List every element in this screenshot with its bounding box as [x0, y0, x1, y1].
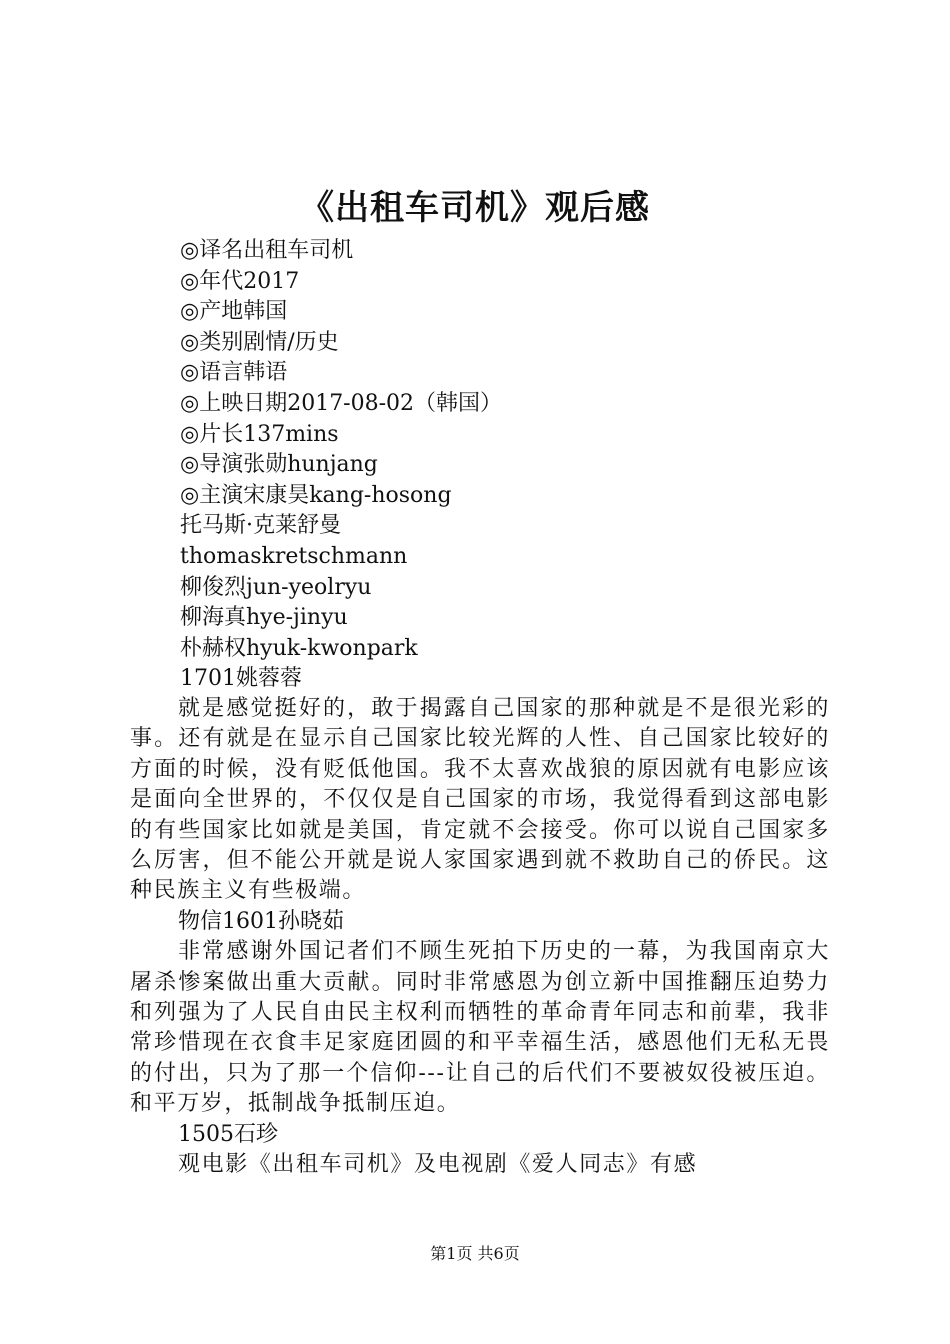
body-text — [130, 694, 830, 1181]
info-line: ◎上映日期2017-08-02（韩国） — [180, 390, 503, 416]
info-line: 朴赫权hyuk-kwonpark — [180, 635, 418, 661]
author-line: 1701姚蓉蓉 — [180, 666, 302, 692]
info-line: ◎类别剧情/历史 — [180, 329, 339, 355]
info-line: 托马斯·克莱舒曼 — [180, 513, 341, 539]
info-line: ◎导演张勋hunjang — [180, 452, 378, 478]
info-line: 柳俊烈jun-yeolryu — [180, 574, 372, 600]
page-title: 《出租车司机》观后感 — [300, 188, 650, 228]
author-line: 1505石珍 — [178, 1121, 278, 1147]
page-footer: 第1页 共6页 — [430, 1244, 520, 1263]
info-line: 柳海真hye-jinyu — [180, 605, 348, 631]
info-line: ◎产地韩国 — [180, 299, 288, 325]
info-line: thomaskretschmann — [180, 543, 408, 569]
paragraph: 就是感觉挺好的，敢于揭露自己国家的那种就是不是很光彩的事。还有就是在显示自己国家比较光辉的人性、自己国家比较好的方面的时候，没有贬低他国。我不太喜欢战狼的原因就有电影应该是面向全世界的，不仅仅是自己国家的市场，我觉得看到这部电影的有些国家比如就是美国，肯定就不会接受。你可以说自己国家多么厉害，但不能公开就是说人家国家遇到就不救助自己的侨民。这种民族主义有些极端。 — [130, 696, 830, 904]
info-line: ◎片长137mins — [180, 421, 339, 447]
info-line: ◎年代2017 — [180, 268, 300, 294]
author-line: 物信1601孙晓茹 — [178, 908, 344, 934]
paragraph: 非常感谢外国记者们不顾生死拍下历史的一幕，为我国南京大屠杀惨案做出重大贡献。同时非常感恩为创立新中国推翻压迫势力和列强为了人民自由民主权利而牺牲的革命青年同志和前辈，我非常珍惜现在衣食丰足家庭团圆的和平幸福生活，感恩他们无私无畏的付出，只为了那一个信仰---让自己的后代们不要被奴役被压迫。和平万岁，抵制战争抵制压迫。 — [130, 939, 830, 1117]
info-line: ◎主演宋康昊kang-hosong — [180, 482, 452, 508]
info-line: ◎语言韩语 — [180, 360, 288, 386]
info-line: ◎译名出租车司机 — [180, 238, 354, 263]
paragraph: 观电影《出租车司机》及电视剧《爱人同志》有感 — [178, 1152, 698, 1178]
film-info-list — [180, 236, 502, 695]
